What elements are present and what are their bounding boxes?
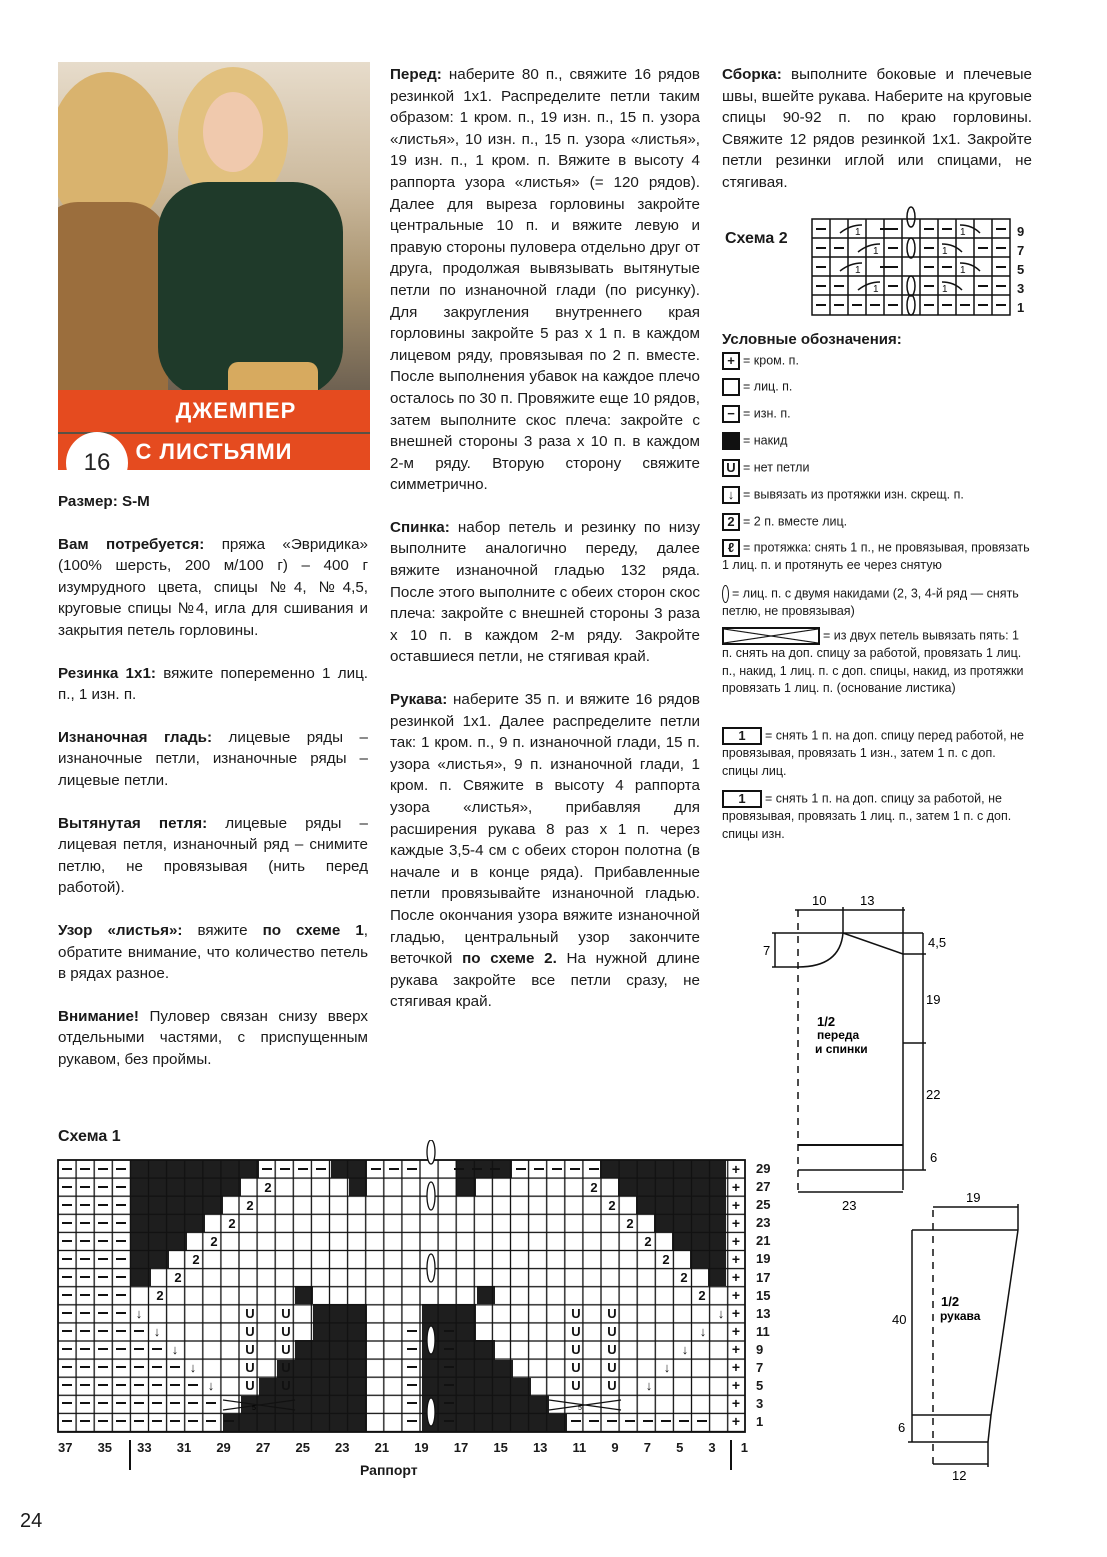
legend-item xyxy=(722,486,1032,513)
svg-text:+: + xyxy=(731,1233,741,1249)
column-number: 25 xyxy=(295,1440,310,1455)
svg-text:2: 2 xyxy=(590,1180,598,1195)
column-number: 15 xyxy=(493,1440,508,1455)
svg-text:U: U xyxy=(281,1342,291,1357)
cross-front-symbol-icon: 1 xyxy=(722,727,762,745)
svg-text:2: 2 xyxy=(698,1288,706,1303)
down-arrow-symbol-icon: ↓ xyxy=(722,486,740,504)
sleeve-schematic xyxy=(880,1180,1040,1490)
sleeve-label-fraction: 1/2 xyxy=(941,1294,960,1309)
minus-symbol-icon: − xyxy=(722,405,740,423)
svg-text:2: 2 xyxy=(680,1270,688,1285)
leaves-pattern-text: вяжите xyxy=(197,921,248,939)
row-number: 3 xyxy=(1017,281,1025,296)
legend-text: = снять 1 п. на доп. спицу перед работой, не провязывая, провязать 1 изн., затем 1 п. с доп. спицы лиц. xyxy=(722,728,1024,778)
svg-text:U: U xyxy=(607,1360,617,1375)
sleeves-text-after: На нужной длине рукава закройте все петли сразу, не стягивая край. xyxy=(390,950,700,1011)
front-label: Перед: xyxy=(390,66,442,83)
dim-rib: 6 xyxy=(898,1420,906,1435)
svg-text:↓: ↓ xyxy=(171,1342,179,1357)
svg-text:2: 2 xyxy=(662,1252,670,1267)
svg-text:↓: ↓ xyxy=(699,1324,707,1339)
no-stitch-symbol-icon: U xyxy=(722,459,740,477)
page-number: 24 xyxy=(20,1510,43,1532)
svg-text:+: + xyxy=(731,1215,741,1231)
row-number: 19 xyxy=(756,1251,771,1267)
double-yo-symbol-icon xyxy=(722,585,729,603)
title-line-1: ДЖЕМПЕР xyxy=(58,390,370,432)
column-number: 29 xyxy=(216,1440,231,1455)
svg-text:1: 1 xyxy=(960,227,966,238)
svg-text:2: 2 xyxy=(644,1234,652,1249)
legend-text: = снять 1 п. на доп. спицу за работой, не провязывая, провязать 1 лиц. п., затем 1 п. с доп. спицы изн. xyxy=(722,791,1012,841)
column-number: 21 xyxy=(374,1440,390,1455)
rib-text: вяжите попеременно 1 лиц. п., 1 изн. п. xyxy=(58,664,368,704)
svg-text:2: 2 xyxy=(228,1216,236,1231)
legend-list xyxy=(722,352,1032,850)
legend-item xyxy=(722,539,1032,585)
svg-text:↓: ↓ xyxy=(189,1360,197,1375)
legend-item xyxy=(722,378,1032,405)
svg-text:U: U xyxy=(245,1342,255,1357)
schema2-title: Схема 2 xyxy=(725,230,788,247)
body-label-front: переда xyxy=(817,1028,860,1042)
svg-text:↓: ↓ xyxy=(153,1324,161,1339)
svg-text:U: U xyxy=(281,1324,291,1339)
sleeves-text: наберите 35 п. и вяжите 16 рядов резинкой 1х1. Далее распределите петли так: 1 кром. п., 9 п. изнаночной глади, 15 п. узора «листья», 9 п. изнаночной глади, 1 кром. п. Свяжите в высоту 4 раппорта узора «листья», прибавляя для расширения рукава 8 раз х 1 п. через каждые 3,5-4 см с обеих сторон полотна (в начале и в конце ряда). Прибавленные петли провязывайте изнаночной гладью. После окончания узора вяжите изнаночной гладью, центральный узор закончите веточкой xyxy=(390,691,700,968)
elongated-stitch-text: лицевые ряды – лицевая петля, изнаночный ряд – снимите петлю, не провязывая (нить перед работой). xyxy=(58,814,368,897)
reverse-stockinette-text: лицевые ряды – изнаночные петли, изнаночные ряды – лицевые петли. xyxy=(58,728,368,789)
svg-text:+: + xyxy=(731,1359,741,1375)
back-label: Спинка: xyxy=(390,518,450,536)
sleeve-label: рукава xyxy=(940,1309,981,1323)
assembly-label: Сборка: xyxy=(722,66,782,83)
row-number: 27 xyxy=(756,1179,771,1195)
back-text: набор петель и резинку по низу выполните аналогично переду, далее вяжите изнаночной гладью 132 ряда. После этого выполните с обеих сторон скос плеча: закройте с внешней стороны 3 раза х 10 п. в каждом 2-м ряду. Закройте оставшиеся петли, не стягивая край. xyxy=(390,518,700,666)
repeat-marker-left xyxy=(129,1440,131,1470)
svg-text:2: 2 xyxy=(210,1234,218,1249)
sleeves-paragraph xyxy=(390,689,700,1013)
row-number: 5 xyxy=(756,1378,764,1394)
attention-text: Пуловер связан снизу вверх отдельными частями, с приспущенным рукавом, без проймы. xyxy=(58,1007,368,1068)
legend-text: = вывязать из протяжки изн. скрещ. п. xyxy=(743,487,964,502)
svg-text:2: 2 xyxy=(626,1216,634,1231)
svg-text:U: U xyxy=(571,1360,581,1375)
repeat-label: Раппорт xyxy=(360,1462,418,1478)
legend-item xyxy=(722,727,1032,790)
svg-text:↓: ↓ xyxy=(681,1342,689,1357)
dim-upper: 19 xyxy=(926,992,941,1007)
row-number: 9 xyxy=(756,1341,764,1357)
dim-length: 40 xyxy=(892,1312,907,1327)
column-number: 17 xyxy=(453,1440,469,1455)
legend-text: = накид xyxy=(743,433,788,448)
svg-text:+: + xyxy=(731,1197,741,1213)
legend-item xyxy=(722,432,1032,459)
back-paragraph xyxy=(390,517,700,668)
schema1-column-numbers xyxy=(58,1440,748,1455)
reverse-stockinette-label: Изнаночная гладь: xyxy=(58,728,213,746)
column-number: 5 xyxy=(676,1440,684,1455)
assembly-text: выполните боковые и плечевые швы, вшейте рукава. Наберите на круговые спицы 90-92 п. по краю горловины. Свяжите 12 рядов резинкой 1х1. Закройте петли резинки иглой или спицами, не стягивая. xyxy=(722,66,1032,191)
svg-text:U: U xyxy=(607,1306,617,1321)
assembly-paragraph xyxy=(722,64,1032,194)
column-number: 9 xyxy=(611,1440,619,1455)
svg-text:5: 5 xyxy=(578,1405,582,1412)
size-value: S-M xyxy=(121,493,150,510)
svg-text:+: + xyxy=(731,1323,741,1339)
project-number-badge: 16 xyxy=(66,432,128,470)
column-number: 35 xyxy=(97,1440,113,1455)
svg-text:2: 2 xyxy=(156,1288,164,1303)
row-number: 23 xyxy=(756,1215,771,1231)
legend-text: = 2 п. вместе лиц. xyxy=(743,514,848,529)
column-number: 23 xyxy=(335,1440,350,1455)
sleeves-label: Рукава: xyxy=(390,691,448,709)
body-schematic xyxy=(760,880,960,1220)
leaves-pattern-label: Узор «листья»: xyxy=(58,921,183,939)
svg-text:+: + xyxy=(731,1269,741,1285)
svg-text:1: 1 xyxy=(942,284,948,295)
legend-text: = изн. п. xyxy=(743,406,791,421)
svg-text:1: 1 xyxy=(942,246,948,257)
legend-text: = лиц. п. xyxy=(743,379,793,394)
column-number: 1 xyxy=(740,1440,748,1455)
row-number: 9 xyxy=(1017,224,1025,239)
row-number: 13 xyxy=(756,1305,771,1321)
row-number: 11 xyxy=(756,1323,770,1339)
dim-bottom-width: 12 xyxy=(952,1468,967,1483)
svg-text:5: 5 xyxy=(252,1405,256,1412)
model-face xyxy=(203,92,263,172)
row-number: 29 xyxy=(756,1161,771,1176)
dim-neck-depth: 7 xyxy=(763,943,771,958)
legend-item xyxy=(722,790,1032,850)
elongated-stitch-label: Вытянутая петля: xyxy=(58,814,208,832)
materials-label: Вам потребуется: xyxy=(58,535,205,553)
empty-square-symbol-icon xyxy=(722,378,740,396)
svg-text:↓: ↓ xyxy=(663,1360,671,1375)
svg-text:1: 1 xyxy=(960,265,966,276)
legend-item xyxy=(722,405,1032,432)
svg-text:+: + xyxy=(731,1161,741,1177)
materials-text: пряжа «Эвридика» (100% шерсть, 200 м/100 г) – 400 г изумрудного цвета, спицы №4, №4,5, круговые спицы №4, игла для сшивания и закрытия петель горловины. xyxy=(58,535,368,639)
svg-text:U: U xyxy=(245,1360,255,1375)
leaves-pattern-paragraph xyxy=(58,920,368,985)
svg-text:U: U xyxy=(245,1324,255,1339)
svg-text:↓: ↓ xyxy=(645,1378,653,1393)
column-number: 37 xyxy=(58,1440,73,1455)
svg-text:+: + xyxy=(731,1341,741,1357)
svg-text:+: + xyxy=(731,1413,741,1429)
svg-text:1: 1 xyxy=(873,246,879,257)
column-number: 19 xyxy=(414,1440,429,1455)
row-number: 1 xyxy=(1017,300,1025,315)
svg-text:+: + xyxy=(731,1251,741,1267)
dim-rib: 6 xyxy=(930,1150,938,1165)
two-into-five-symbol-icon xyxy=(722,627,820,645)
size-label: Размер: xyxy=(58,493,118,510)
column-number: 3 xyxy=(708,1440,716,1455)
size-paragraph xyxy=(58,491,368,513)
plus-symbol-icon: + xyxy=(722,352,740,370)
schema2-row-numbers xyxy=(1017,222,1024,317)
row-number: 21 xyxy=(756,1233,771,1249)
svg-text:U: U xyxy=(281,1378,291,1393)
svg-text:↓: ↓ xyxy=(135,1306,143,1321)
svg-text:+: + xyxy=(731,1287,741,1303)
svg-text:1: 1 xyxy=(855,265,861,276)
legend-text: = из двух петель вывязать пять: 1 п. снять на доп. спицу за работой, провязать 1 лиц. п., накид, 1 лиц. п. с доп. спицы, накид, из протяжки провязать 1 лиц. п. (основание листика) xyxy=(722,628,1024,695)
column-number: 7 xyxy=(643,1440,651,1455)
repeat-marker-right xyxy=(730,1440,732,1470)
row-number: 7 xyxy=(756,1360,764,1376)
legend-item xyxy=(722,352,1032,378)
body-label-back: и спинки xyxy=(815,1042,868,1056)
middle-column xyxy=(390,64,700,1034)
attention-paragraph xyxy=(58,1006,368,1071)
materials-paragraph xyxy=(58,534,368,642)
legend-item xyxy=(722,513,1032,539)
body-label-fraction: 1/2 xyxy=(817,1014,836,1029)
pull-through-symbol-icon: ℓ xyxy=(722,539,740,557)
schema1-chart xyxy=(56,1140,756,1440)
legend-title: Условные обозначения: xyxy=(722,331,902,348)
svg-text:U: U xyxy=(571,1342,581,1357)
legend-item xyxy=(722,627,1032,727)
svg-text:2: 2 xyxy=(264,1180,272,1195)
row-number: 5 xyxy=(1017,262,1025,277)
svg-text:U: U xyxy=(245,1306,255,1321)
elongated-stitch-paragraph xyxy=(58,813,368,899)
row-number: 7 xyxy=(1017,243,1025,258)
svg-text:U: U xyxy=(607,1324,617,1339)
svg-text:2: 2 xyxy=(174,1270,182,1285)
dim-shoulder-width: 13 xyxy=(860,893,875,908)
svg-text:U: U xyxy=(571,1324,581,1339)
svg-text:+: + xyxy=(731,1305,741,1321)
legend-text: = лиц. п. с двумя накидами (2, 3, 4-й ряд — снять петлю, не провязывая) xyxy=(722,586,1019,618)
schema1-title: Схема 1 xyxy=(58,1128,121,1145)
schema1-row-numbers xyxy=(756,1160,770,1431)
svg-text:+: + xyxy=(731,1377,741,1393)
svg-text:2: 2 xyxy=(608,1198,616,1213)
attention-label: Внимание! xyxy=(58,1007,139,1025)
row-number: 17 xyxy=(756,1269,771,1285)
svg-text:↓: ↓ xyxy=(717,1306,725,1321)
legend-item xyxy=(722,585,1032,627)
dim-neck-width: 10 xyxy=(812,893,827,908)
legend-text: = протяжка: снять 1 п., не провязывая, провязать 1 лиц. п. и протянуть ее через снятую xyxy=(722,540,1030,572)
rib-label: Резинка 1х1: xyxy=(58,664,156,682)
schema2-reference: по схеме 2. xyxy=(462,950,557,968)
svg-text:+: + xyxy=(731,1179,741,1195)
assembly-block xyxy=(722,64,1032,215)
title-line-2: С ЛИСТЬЯМИ xyxy=(58,434,370,470)
front-paragraph xyxy=(390,64,700,496)
legend-text: = кром. п. xyxy=(743,353,799,368)
svg-text:U: U xyxy=(571,1378,581,1393)
front-text: наберите 80 п., свяжите 16 рядов резинкой 1х1. Распределите петли таким образом: 1 кром. п., 19 изн. п., 15 п. узора «листья», 10 изн. п., 15 п. узора «листья», 19 изн. п., 1 кром. п. Вяжите в высоту 4 раппорта узора «листья» (= 120 рядов). Далее для выреза горловины закройте центральные 10 п. и вяжите левую и правую стороны пуловера отдельно друг от друга, продолжая вывязывать вытянутые петли по изнаночной глади (по рисунку). Для закругления внутреннего края горловины закройте 5 раз х 1 п. в каждом лицевом ряду, провязывая по 2 п. вместе. После выполнения убавок на каждое плечо осталось по 30 п. Провяжите еще 10 рядов, затем выполните скос плеча: закройте с внешней стороны 3 раза х 10 п. в каждом 2-м ряду. Вторую сторону свяжите симметрично. xyxy=(390,66,700,494)
row-number: 25 xyxy=(756,1197,771,1213)
legend-text: = нет петли xyxy=(743,460,810,475)
rib-paragraph xyxy=(58,663,368,706)
k2tog-symbol-icon: 2 xyxy=(722,513,740,531)
svg-text:U: U xyxy=(281,1360,291,1375)
svg-text:2: 2 xyxy=(192,1252,200,1267)
svg-text:U: U xyxy=(607,1342,617,1357)
column-number: 27 xyxy=(255,1440,271,1455)
svg-text:U: U xyxy=(245,1378,255,1393)
column-number: 13 xyxy=(532,1440,548,1455)
svg-text:2: 2 xyxy=(246,1198,254,1213)
column-number: 31 xyxy=(176,1440,192,1455)
svg-text:U: U xyxy=(571,1306,581,1321)
dim-top-width: 19 xyxy=(966,1190,981,1205)
column-number: 11 xyxy=(572,1440,587,1455)
legend-item xyxy=(722,459,1032,486)
reverse-stockinette-paragraph xyxy=(58,727,368,792)
svg-text:1: 1 xyxy=(855,227,861,238)
row-number: 3 xyxy=(756,1396,764,1412)
left-column xyxy=(58,491,368,1091)
row-number: 15 xyxy=(756,1287,771,1303)
leaves-pattern-text-after: , обратите внимание, что количество петель в рядах разное. xyxy=(58,921,368,983)
svg-text:1: 1 xyxy=(873,284,879,295)
row-number: 1 xyxy=(756,1414,764,1430)
schema1-reference: по схеме 1 xyxy=(262,921,364,939)
svg-text:U: U xyxy=(281,1306,291,1321)
svg-text:↓: ↓ xyxy=(207,1378,215,1393)
dim-width: 23 xyxy=(842,1198,857,1213)
product-photo xyxy=(58,62,370,470)
column-number: 33 xyxy=(137,1440,152,1455)
svg-text:+: + xyxy=(731,1395,741,1411)
dim-shoulder-slope: 4,5 xyxy=(928,935,947,950)
dim-lower: 22 xyxy=(926,1087,941,1102)
svg-text:U: U xyxy=(607,1378,617,1393)
filled-square-symbol-icon xyxy=(722,432,740,450)
schema2-chart xyxy=(810,205,1020,317)
cross-back-symbol-icon: 1 xyxy=(722,790,762,808)
